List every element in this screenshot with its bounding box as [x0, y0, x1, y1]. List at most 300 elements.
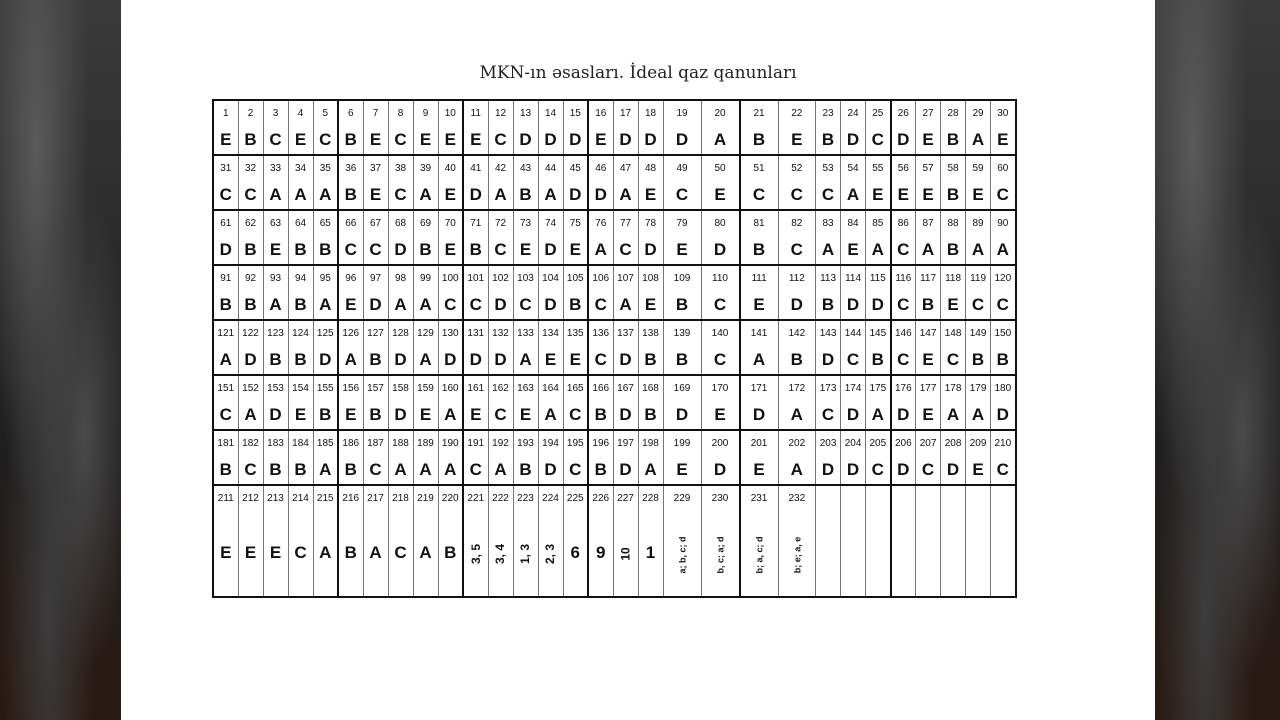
- answer-value: B: [438, 510, 463, 597]
- empty-cell: [866, 485, 891, 510]
- answer-value: D: [841, 400, 866, 430]
- question-number: 38: [388, 155, 413, 180]
- answer-value: C: [613, 235, 638, 265]
- question-number: 172: [778, 375, 816, 400]
- answer-value: D: [891, 455, 916, 485]
- answer-value: B: [816, 290, 841, 320]
- answer-value: B: [338, 510, 363, 597]
- question-number: 16: [588, 100, 613, 125]
- question-number: 112: [778, 265, 816, 290]
- question-number: 161: [463, 375, 488, 400]
- question-number: 5: [313, 100, 338, 125]
- question-number: 126: [338, 320, 363, 345]
- answer-value: B: [363, 400, 388, 430]
- answer-value: D: [613, 400, 638, 430]
- answer-value: E: [438, 180, 463, 210]
- answer-value: C: [966, 290, 991, 320]
- answer-value: D: [891, 400, 916, 430]
- answer-value: 9: [588, 510, 613, 597]
- answer-value: E: [288, 400, 313, 430]
- question-number: 60: [991, 155, 1016, 180]
- question-number: 191: [463, 430, 488, 455]
- answer-value: B: [816, 125, 841, 155]
- answer-value: D: [538, 235, 563, 265]
- answer-value: C: [891, 290, 916, 320]
- answer-value: D: [488, 290, 513, 320]
- question-number: 196: [588, 430, 613, 455]
- answer-value: D: [866, 290, 891, 320]
- empty-cell: [841, 485, 866, 510]
- answer-value: C: [866, 455, 891, 485]
- answer-value: D: [841, 455, 866, 485]
- question-number: 203: [816, 430, 841, 455]
- answer-value: D: [538, 125, 563, 155]
- answer-value: b; e; a, e: [791, 536, 802, 574]
- question-number: 149: [966, 320, 991, 345]
- question-number: 80: [701, 210, 740, 235]
- number-row: [213, 430, 1016, 455]
- question-number: 24: [841, 100, 866, 125]
- question-number: 174: [841, 375, 866, 400]
- question-number: 49: [663, 155, 701, 180]
- question-number: 187: [363, 430, 388, 455]
- question-number: 133: [513, 320, 538, 345]
- empty-cell: [966, 510, 991, 597]
- answer-value: E: [538, 345, 563, 375]
- question-number: 50: [701, 155, 740, 180]
- question-number: 104: [538, 265, 563, 290]
- question-number: 25: [866, 100, 891, 125]
- question-number: 157: [363, 375, 388, 400]
- answer-value: 3, 4: [493, 543, 508, 565]
- answer-cell: [488, 510, 513, 597]
- question-number: 225: [563, 485, 588, 510]
- answer-value: C: [991, 180, 1016, 210]
- question-number: 51: [740, 155, 779, 180]
- question-number: 100: [438, 265, 463, 290]
- answer-row: [213, 125, 1016, 155]
- answer-value: A: [263, 290, 288, 320]
- answer-value: D: [463, 345, 488, 375]
- answer-value: B: [941, 235, 966, 265]
- question-number: 123: [263, 320, 288, 345]
- number-row: [213, 375, 1016, 400]
- answer-value: D: [841, 290, 866, 320]
- question-number: 219: [413, 485, 438, 510]
- answer-value: E: [413, 400, 438, 430]
- question-number: 230: [701, 485, 740, 510]
- question-number: 70: [438, 210, 463, 235]
- answer-value: B: [638, 345, 663, 375]
- answer-value: A: [588, 235, 613, 265]
- question-number: 221: [463, 485, 488, 510]
- question-number: 165: [563, 375, 588, 400]
- answer-value: D: [438, 345, 463, 375]
- empty-cell: [941, 510, 966, 597]
- answer-value: D: [263, 400, 288, 430]
- answer-value: A: [866, 235, 891, 265]
- question-number: 64: [288, 210, 313, 235]
- answer-value: A: [778, 455, 816, 485]
- answer-value: C: [701, 345, 740, 375]
- answer-value: A: [413, 345, 438, 375]
- answer-value: A: [413, 290, 438, 320]
- answer-value: B: [338, 455, 363, 485]
- number-row: [213, 155, 1016, 180]
- answer-value: A: [740, 345, 779, 375]
- answer-value: E: [866, 180, 891, 210]
- question-number: 175: [866, 375, 891, 400]
- answer-value: A: [966, 400, 991, 430]
- empty-cell: [866, 510, 891, 597]
- answer-value: C: [363, 235, 388, 265]
- answer-value: B: [563, 290, 588, 320]
- answer-value: E: [638, 290, 663, 320]
- answer-value: C: [740, 180, 779, 210]
- question-number: 182: [238, 430, 263, 455]
- answer-value: C: [891, 345, 916, 375]
- question-number: 47: [613, 155, 638, 180]
- question-number: 199: [663, 430, 701, 455]
- question-number: 94: [288, 265, 313, 290]
- question-number: 200: [701, 430, 740, 455]
- answer-value: C: [313, 125, 338, 155]
- answer-value: A: [413, 510, 438, 597]
- question-number: 81: [740, 210, 779, 235]
- question-number: 31: [213, 155, 238, 180]
- question-number: 124: [288, 320, 313, 345]
- answer-value: A: [488, 455, 513, 485]
- question-number: 93: [263, 265, 288, 290]
- answer-value: C: [213, 400, 238, 430]
- answer-row: [213, 455, 1016, 485]
- question-number: 206: [891, 430, 916, 455]
- question-number: 36: [338, 155, 363, 180]
- answer-value: B: [238, 290, 263, 320]
- answer-value: B: [916, 290, 941, 320]
- answer-value: D: [701, 235, 740, 265]
- question-number: 111: [740, 265, 779, 290]
- question-number: 159: [413, 375, 438, 400]
- question-number: 135: [563, 320, 588, 345]
- question-number: 125: [313, 320, 338, 345]
- question-number: 198: [638, 430, 663, 455]
- answer-value: A: [816, 235, 841, 265]
- question-number: 177: [916, 375, 941, 400]
- answer-value: E: [966, 455, 991, 485]
- question-number: 39: [413, 155, 438, 180]
- answer-value: E: [463, 400, 488, 430]
- question-number: 15: [563, 100, 588, 125]
- empty-cell: [841, 510, 866, 597]
- answer-value: C: [463, 455, 488, 485]
- question-number: 23: [816, 100, 841, 125]
- answer-value: E: [638, 180, 663, 210]
- answer-value: E: [663, 235, 701, 265]
- number-row: [213, 320, 1016, 345]
- answer-value: B: [588, 455, 613, 485]
- answer-cell: [613, 510, 638, 597]
- answer-value: E: [413, 125, 438, 155]
- answer-value: A: [213, 345, 238, 375]
- question-number: 96: [338, 265, 363, 290]
- question-number: 211: [213, 485, 238, 510]
- answer-value: D: [513, 125, 538, 155]
- answer-value: C: [841, 345, 866, 375]
- question-number: 217: [363, 485, 388, 510]
- question-number: 156: [338, 375, 363, 400]
- question-number: 218: [388, 485, 413, 510]
- answer-value: E: [463, 125, 488, 155]
- question-number: 40: [438, 155, 463, 180]
- question-number: 53: [816, 155, 841, 180]
- question-number: 73: [513, 210, 538, 235]
- answer-value: E: [891, 180, 916, 210]
- question-number: 46: [588, 155, 613, 180]
- answer-value: C: [388, 510, 413, 597]
- answer-value: E: [363, 180, 388, 210]
- question-number: 76: [588, 210, 613, 235]
- question-number: 155: [313, 375, 338, 400]
- question-number: 79: [663, 210, 701, 235]
- question-number: 136: [588, 320, 613, 345]
- question-number: 32: [238, 155, 263, 180]
- question-number: 138: [638, 320, 663, 345]
- question-number: 212: [238, 485, 263, 510]
- question-number: 167: [613, 375, 638, 400]
- question-number: 143: [816, 320, 841, 345]
- answer-value: A: [513, 345, 538, 375]
- empty-cell: [891, 485, 916, 510]
- empty-cell: [991, 510, 1016, 597]
- question-number: 59: [966, 155, 991, 180]
- question-number: 33: [263, 155, 288, 180]
- question-number: 54: [841, 155, 866, 180]
- question-number: 83: [816, 210, 841, 235]
- answer-value: D: [563, 125, 588, 155]
- answer-value: E: [701, 400, 740, 430]
- question-number: 195: [563, 430, 588, 455]
- question-number: 139: [663, 320, 701, 345]
- question-number: 109: [663, 265, 701, 290]
- answer-value: D: [740, 400, 779, 430]
- question-number: 137: [613, 320, 638, 345]
- answer-value: C: [213, 180, 238, 210]
- question-number: 48: [638, 155, 663, 180]
- answer-value: A: [613, 180, 638, 210]
- answer-value: B: [338, 180, 363, 210]
- question-number: 71: [463, 210, 488, 235]
- question-number: 158: [388, 375, 413, 400]
- question-number: 115: [866, 265, 891, 290]
- answer-value: D: [778, 290, 816, 320]
- answer-cell: [701, 510, 740, 597]
- answer-value: D: [588, 180, 613, 210]
- number-row: [213, 265, 1016, 290]
- question-number: 116: [891, 265, 916, 290]
- question-number: 134: [538, 320, 563, 345]
- question-number: 58: [941, 155, 966, 180]
- question-number: 186: [338, 430, 363, 455]
- question-number: 2: [238, 100, 263, 125]
- question-number: 164: [538, 375, 563, 400]
- question-number: 145: [866, 320, 891, 345]
- answer-value: A: [263, 180, 288, 210]
- answer-value: A: [288, 180, 313, 210]
- question-number: 150: [991, 320, 1016, 345]
- question-number: 98: [388, 265, 413, 290]
- answer-value: E: [438, 125, 463, 155]
- question-number: 113: [816, 265, 841, 290]
- answer-value: D: [313, 345, 338, 375]
- answer-value: D: [613, 125, 638, 155]
- question-number: 122: [238, 320, 263, 345]
- answer-value: D: [363, 290, 388, 320]
- answer-value: A: [841, 180, 866, 210]
- answer-value: E: [701, 180, 740, 210]
- answer-value: B: [263, 345, 288, 375]
- question-number: 226: [588, 485, 613, 510]
- answer-value: D: [638, 125, 663, 155]
- answer-value: E: [916, 125, 941, 155]
- answer-value: C: [438, 290, 463, 320]
- answer-value: A: [438, 400, 463, 430]
- question-number: 62: [238, 210, 263, 235]
- answer-cell: [663, 510, 701, 597]
- question-number: 95: [313, 265, 338, 290]
- question-number: 22: [778, 100, 816, 125]
- question-number: 223: [513, 485, 538, 510]
- question-number: 118: [941, 265, 966, 290]
- answer-value: C: [778, 235, 816, 265]
- answer-value: b, c; a; d: [715, 536, 726, 574]
- answer-value: B: [638, 400, 663, 430]
- question-number: 171: [740, 375, 779, 400]
- question-number: 8: [388, 100, 413, 125]
- answer-value: C: [488, 125, 513, 155]
- question-number: 90: [991, 210, 1016, 235]
- question-number: 42: [488, 155, 513, 180]
- question-number: 105: [563, 265, 588, 290]
- answer-value: E: [916, 400, 941, 430]
- answer-value: a; b, c; d: [677, 536, 688, 574]
- answer-value: C: [513, 290, 538, 320]
- answer-value: E: [338, 400, 363, 430]
- answer-value: B: [463, 235, 488, 265]
- question-number: 215: [313, 485, 338, 510]
- answer-value: C: [388, 125, 413, 155]
- question-number: 11: [463, 100, 488, 125]
- answer-key-table: [212, 99, 1017, 598]
- answer-cell: [778, 510, 816, 597]
- answer-value: B: [238, 235, 263, 265]
- question-number: 130: [438, 320, 463, 345]
- empty-cell: [816, 510, 841, 597]
- answer-row: [213, 400, 1016, 430]
- answer-value: 2, 3: [543, 543, 558, 565]
- answer-value: C: [941, 345, 966, 375]
- answer-value: E: [588, 125, 613, 155]
- question-number: 129: [413, 320, 438, 345]
- answer-value: D: [563, 180, 588, 210]
- answer-value: A: [966, 125, 991, 155]
- answer-value: C: [563, 455, 588, 485]
- question-number: 19: [663, 100, 701, 125]
- answer-value: C: [238, 180, 263, 210]
- question-number: 55: [866, 155, 891, 180]
- answer-row: [213, 180, 1016, 210]
- answer-value: A: [313, 510, 338, 597]
- question-number: 27: [916, 100, 941, 125]
- answer-value: D: [238, 345, 263, 375]
- answer-value: A: [613, 290, 638, 320]
- question-number: 63: [263, 210, 288, 235]
- answer-value: B: [263, 455, 288, 485]
- question-number: 44: [538, 155, 563, 180]
- question-number: 222: [488, 485, 513, 510]
- question-number: 13: [513, 100, 538, 125]
- question-number: 65: [313, 210, 338, 235]
- question-number: 69: [413, 210, 438, 235]
- answer-value: D: [941, 455, 966, 485]
- answer-value: C: [588, 345, 613, 375]
- answer-value: E: [563, 345, 588, 375]
- question-number: 108: [638, 265, 663, 290]
- answer-value: C: [563, 400, 588, 430]
- number-row: [213, 485, 1016, 510]
- background-right: [1155, 0, 1280, 720]
- question-number: 144: [841, 320, 866, 345]
- answer-value: C: [991, 290, 1016, 320]
- question-number: 154: [288, 375, 313, 400]
- answer-value: A: [388, 455, 413, 485]
- question-number: 88: [941, 210, 966, 235]
- answer-value: B: [288, 345, 313, 375]
- question-number: 216: [338, 485, 363, 510]
- question-number: 21: [740, 100, 779, 125]
- question-number: 20: [701, 100, 740, 125]
- number-row: [213, 210, 1016, 235]
- answer-value: A: [538, 180, 563, 210]
- answer-value: A: [991, 235, 1016, 265]
- question-number: 103: [513, 265, 538, 290]
- question-number: 197: [613, 430, 638, 455]
- answer-value: E: [513, 235, 538, 265]
- question-number: 224: [538, 485, 563, 510]
- answer-value: E: [288, 125, 313, 155]
- question-number: 169: [663, 375, 701, 400]
- answer-row: [213, 510, 1016, 597]
- answer-value: D: [213, 235, 238, 265]
- question-number: 231: [740, 485, 779, 510]
- answer-value: E: [916, 345, 941, 375]
- answer-value: 1, 3: [518, 543, 533, 565]
- answer-value: C: [816, 400, 841, 430]
- answer-row: [213, 235, 1016, 265]
- answer-value: E: [363, 125, 388, 155]
- answer-value: B: [866, 345, 891, 375]
- answer-value: A: [313, 290, 338, 320]
- question-number: 45: [563, 155, 588, 180]
- question-number: 178: [941, 375, 966, 400]
- empty-cell: [916, 485, 941, 510]
- answer-value: E: [263, 235, 288, 265]
- question-number: 85: [866, 210, 891, 235]
- question-number: 7: [363, 100, 388, 125]
- answer-value: B: [288, 235, 313, 265]
- question-number: 128: [388, 320, 413, 345]
- answer-value: C: [488, 400, 513, 430]
